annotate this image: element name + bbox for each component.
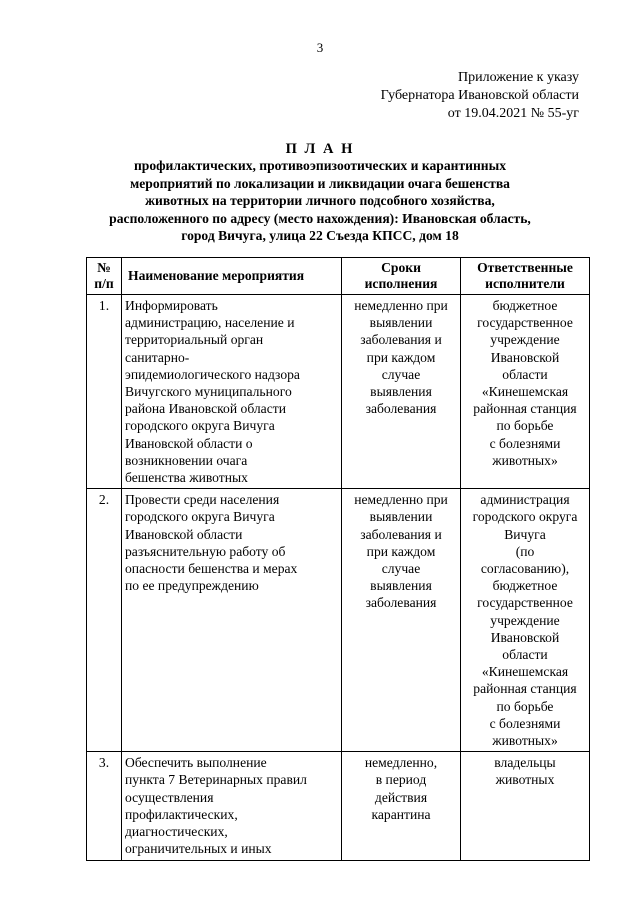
cell-line: области xyxy=(502,647,548,663)
appendix-line: Губернатора Ивановской области xyxy=(380,88,579,103)
header-line: п/п xyxy=(94,276,114,291)
cell-line: бюджетное xyxy=(492,298,558,313)
cell-line: профилактических, xyxy=(125,806,238,822)
cell-line: по борьбе xyxy=(496,418,554,434)
cell-line: учреждение xyxy=(490,612,560,628)
cell-line: животных xyxy=(495,772,555,788)
cell-responsible xyxy=(461,752,590,860)
header-responsible xyxy=(461,258,590,295)
cell-line: администрацию, население и xyxy=(125,315,295,331)
cell-responsible xyxy=(461,295,590,489)
cell-line: случае xyxy=(381,366,421,382)
cell-line: «Кинешемская xyxy=(481,384,569,400)
cell-line: территориальный орган xyxy=(125,332,264,348)
cell-line: в период xyxy=(375,772,427,788)
cell-term xyxy=(342,752,461,860)
cell-line: с болезнями xyxy=(489,715,561,731)
cell-line: осуществления xyxy=(125,789,214,805)
cell-line: выявления xyxy=(370,384,432,400)
plan-table-body xyxy=(87,295,590,861)
header-line: исполнения xyxy=(364,276,438,291)
plan-table xyxy=(86,257,590,861)
appendix-line: от 19.04.2021 № 55-уг xyxy=(447,106,579,121)
page-number: 3 xyxy=(316,40,324,55)
cell-line: Обеспечить выполнение xyxy=(125,755,267,771)
cell-line: заболевания и xyxy=(360,332,442,348)
cell-line: возникновении очага xyxy=(125,452,248,468)
cell-line: с болезнями xyxy=(489,435,561,451)
cell-line: эпидемиологического надзора xyxy=(125,366,300,382)
cell-line: владельцы xyxy=(494,755,556,771)
cell-line: выявлении xyxy=(369,509,433,525)
plan-subtitle-line: город Вичуга, улица 22 Съезда КПСС, дом 18 xyxy=(181,228,459,243)
cell-line: действия xyxy=(374,789,428,805)
cell-line: Ивановской области о xyxy=(125,435,253,451)
cell-line: Вичуга xyxy=(504,526,546,542)
cell-line: области xyxy=(502,366,548,382)
plan-subtitle-line: животных на территории личного подсобного хозяйства, xyxy=(145,193,495,208)
plan-subtitle xyxy=(0,157,640,245)
header-term xyxy=(342,258,461,295)
cell-line: опасности бешенства и мерах xyxy=(125,561,298,577)
cell-line: государственное xyxy=(477,595,573,611)
cell-line: выявления xyxy=(370,578,432,594)
table-row xyxy=(87,489,590,752)
cell-line: случае xyxy=(381,561,421,577)
cell-line: пункта 7 Ветеринарных правил xyxy=(125,772,307,788)
cell-line: городского округа Вичуга xyxy=(125,509,275,525)
header-num xyxy=(87,258,122,295)
cell-line: «Кинешемская xyxy=(481,664,569,680)
cell-line: по ее предупреждению xyxy=(125,578,259,594)
cell-line: бешенства животных xyxy=(125,470,248,486)
cell-line: карантина xyxy=(371,806,431,822)
cell-line: немедленно, xyxy=(364,755,438,771)
plan-subtitle-line: профилактических, противоэпизоотических и карантинных xyxy=(133,158,507,173)
cell-num: 3. xyxy=(87,752,122,860)
cell-name xyxy=(122,295,342,489)
plan-subtitle-line: мероприятий по локализации и ликвидации очага бешенства xyxy=(130,175,510,191)
cell-line: государственное xyxy=(477,315,573,331)
cell-line: бюджетное xyxy=(492,578,558,594)
cell-num: 2. xyxy=(87,489,122,752)
header-line: № xyxy=(97,260,111,275)
cell-line: по борьбе xyxy=(496,698,554,714)
cell-line: заболевания xyxy=(365,595,437,611)
cell-line: (по xyxy=(515,543,535,559)
header-line: Наименование мероприятия xyxy=(128,268,305,283)
header-line: исполнители xyxy=(485,276,565,291)
cell-line: разъяснительную работу об xyxy=(125,543,286,559)
cell-line: городского округа Вичуга xyxy=(125,418,275,434)
cell-line: Информировать xyxy=(125,298,218,313)
plan-title: П Л А Н xyxy=(285,141,355,157)
cell-name xyxy=(122,752,342,860)
cell-line: немедленно при xyxy=(354,298,448,313)
cell-line: Ивановской области xyxy=(125,526,243,542)
cell-line: животных» xyxy=(492,452,558,468)
cell-line: при каждом xyxy=(366,349,436,365)
cell-line: немедленно при xyxy=(354,492,448,508)
header-name xyxy=(122,258,342,295)
plan-subtitle-line: расположенного по адресу (место нахождения): Ивановская область, xyxy=(109,210,531,226)
cell-line: заболевания и xyxy=(360,526,442,542)
table-row xyxy=(87,752,590,860)
cell-line: Ивановской xyxy=(490,629,560,645)
cell-term xyxy=(342,295,461,489)
cell-name xyxy=(122,489,342,752)
cell-line: администрация xyxy=(480,492,570,508)
cell-line: Провести среди населения xyxy=(125,492,280,508)
cell-line: районная станция xyxy=(473,681,577,697)
cell-line: заболевания xyxy=(365,401,437,417)
cell-line: Вичугского муниципального xyxy=(125,384,292,400)
cell-line: при каждом xyxy=(366,543,436,559)
cell-line: животных» xyxy=(492,733,558,749)
appendix-line: Приложение к указу xyxy=(458,70,579,85)
cell-line: районная станция xyxy=(473,401,577,417)
cell-term xyxy=(342,489,461,752)
cell-line: городского округа xyxy=(472,509,578,525)
header-line: Сроки xyxy=(381,260,421,275)
appendix-block xyxy=(381,69,579,123)
cell-responsible xyxy=(461,489,590,752)
cell-line: района Ивановской области xyxy=(125,401,286,417)
table-row xyxy=(87,295,590,489)
table-header-row xyxy=(87,258,590,295)
cell-line: санитарно- xyxy=(125,349,190,365)
cell-line: ограничительных и иных xyxy=(125,841,272,857)
cell-line: согласованию), xyxy=(480,561,570,577)
cell-line: Ивановской xyxy=(490,349,560,365)
cell-line: выявлении xyxy=(369,315,433,331)
cell-line: диагностических, xyxy=(125,824,228,840)
cell-num: 1. xyxy=(87,295,122,489)
header-line: Ответственные xyxy=(477,260,573,275)
cell-line: учреждение xyxy=(490,332,560,348)
